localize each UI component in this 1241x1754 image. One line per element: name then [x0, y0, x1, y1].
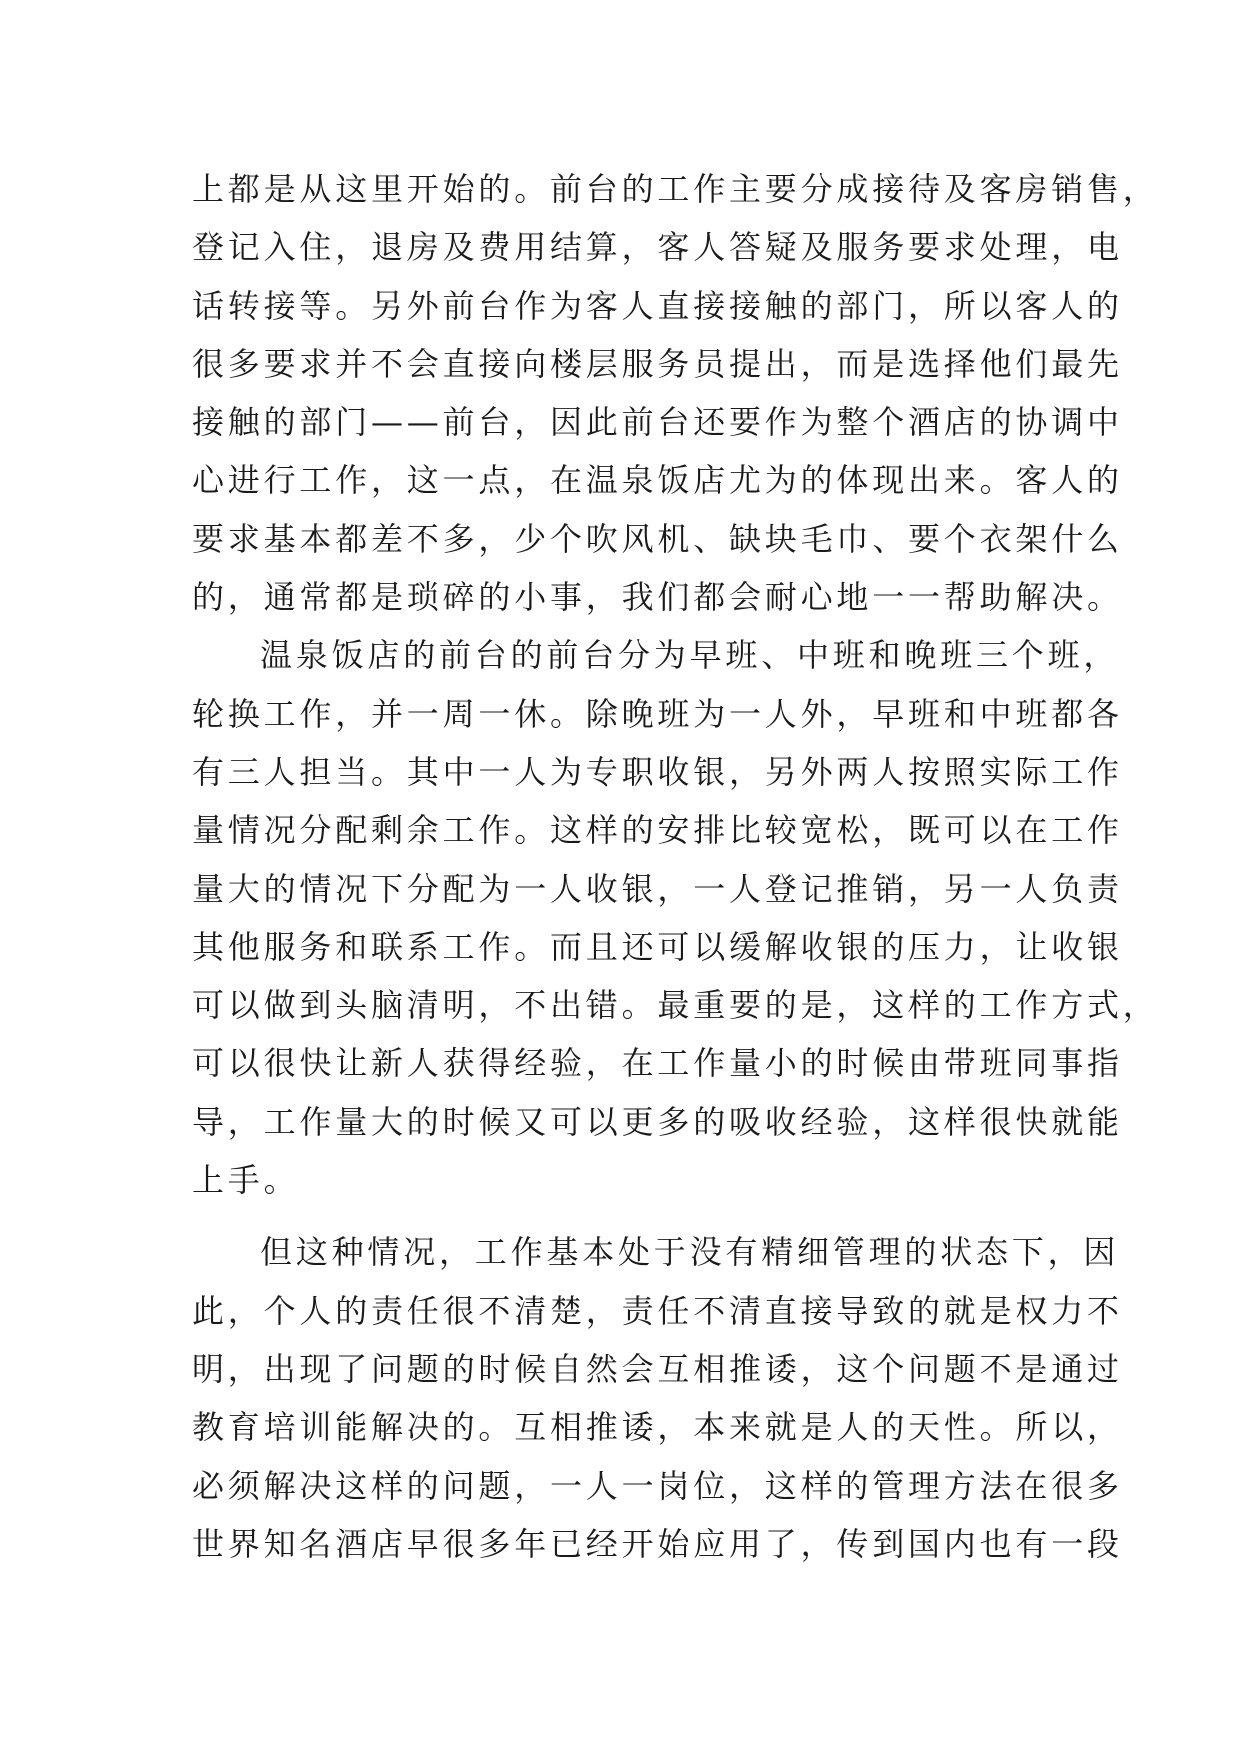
text-line: 话转接等。另外前台作为客人直接接触的部门，所以客人的 [192, 286, 1123, 325]
text-line: 轮换工作，并一周一休。除晚班为一人外，早班和中班都各 [192, 694, 1123, 733]
text-line: 导，工作量大的时候又可以更多的吸收经验，这样很快就能 [192, 1102, 1123, 1141]
text-line: 可以做到头脑清明，不出错。最重要的是，这样的工作方式， [192, 986, 1159, 1025]
text-line: 上都是从这里开始的。前台的工作主要分成接待及客房销售， [192, 170, 1159, 208]
text-line: 教育培训能解决的。互相推诿，本来就是人的天性。所以， [192, 1408, 1123, 1447]
text-line: 量情况分配剩余工作。这样的安排比较宽松，既可以在工作 [192, 811, 1123, 850]
text-line: 但这种情况，工作基本处于没有精细管理的状态下，因 [260, 1233, 1120, 1272]
text-line: 其他服务和联系工作。而且还可以缓解收银的压力，让收银 [192, 927, 1123, 966]
text-line: 必须解决这样的问题，一人一岗位，这样的管理方法在很多 [192, 1466, 1123, 1505]
paragraph-2 [192, 626, 1159, 1209]
text-line: 心进行工作，这一点，在温泉饭店尤为的体现出来。客人的 [192, 461, 1123, 500]
paragraph-1 [192, 160, 1159, 626]
body-text [192, 160, 1159, 1573]
text-line: 此，个人的责任很不清楚，责任不清直接导致的就是权力不 [192, 1291, 1123, 1330]
text-line: 温泉饭店的前台的前台分为早班、中班和晚班三个班， [260, 636, 1120, 675]
text-line: 明，出现了问题的时候自然会互相推诿，这个问题不是通过 [192, 1349, 1123, 1388]
paragraph-spacer [192, 1209, 1072, 1223]
text-line: 量大的情况下分配为一人收银，一人登记推销，另一人负责 [192, 869, 1123, 908]
text-line: 上手。 [192, 1161, 300, 1200]
text-line: 世界知名酒店早很多年已经开始应用了，传到国内也有一段 [192, 1524, 1123, 1563]
paragraph-3 [192, 1223, 1123, 1573]
text-line: 有三人担当。其中一人为专职收银，另外两人按照实际工作 [192, 752, 1123, 791]
text-line: 登记入住，退房及费用结算，客人答疑及服务要求处理，电 [192, 228, 1123, 267]
text-line: 要求基本都差不多，少个吹风机、缺块毛巾、要个衣架什么 [192, 519, 1123, 558]
text-line: 可以很快让新人获得经验，在工作量小的时候由带班同事指 [192, 1044, 1123, 1083]
text-line: 很多要求并不会直接向楼层服务员提出，而是选择他们最先 [192, 344, 1123, 383]
text-line: 接触的部门——前台，因此前台还要作为整个酒店的协调中 [192, 403, 1123, 442]
text-line: 的，通常都是琐碎的小事，我们都会耐心地一一帮助解决。 [192, 578, 1123, 617]
